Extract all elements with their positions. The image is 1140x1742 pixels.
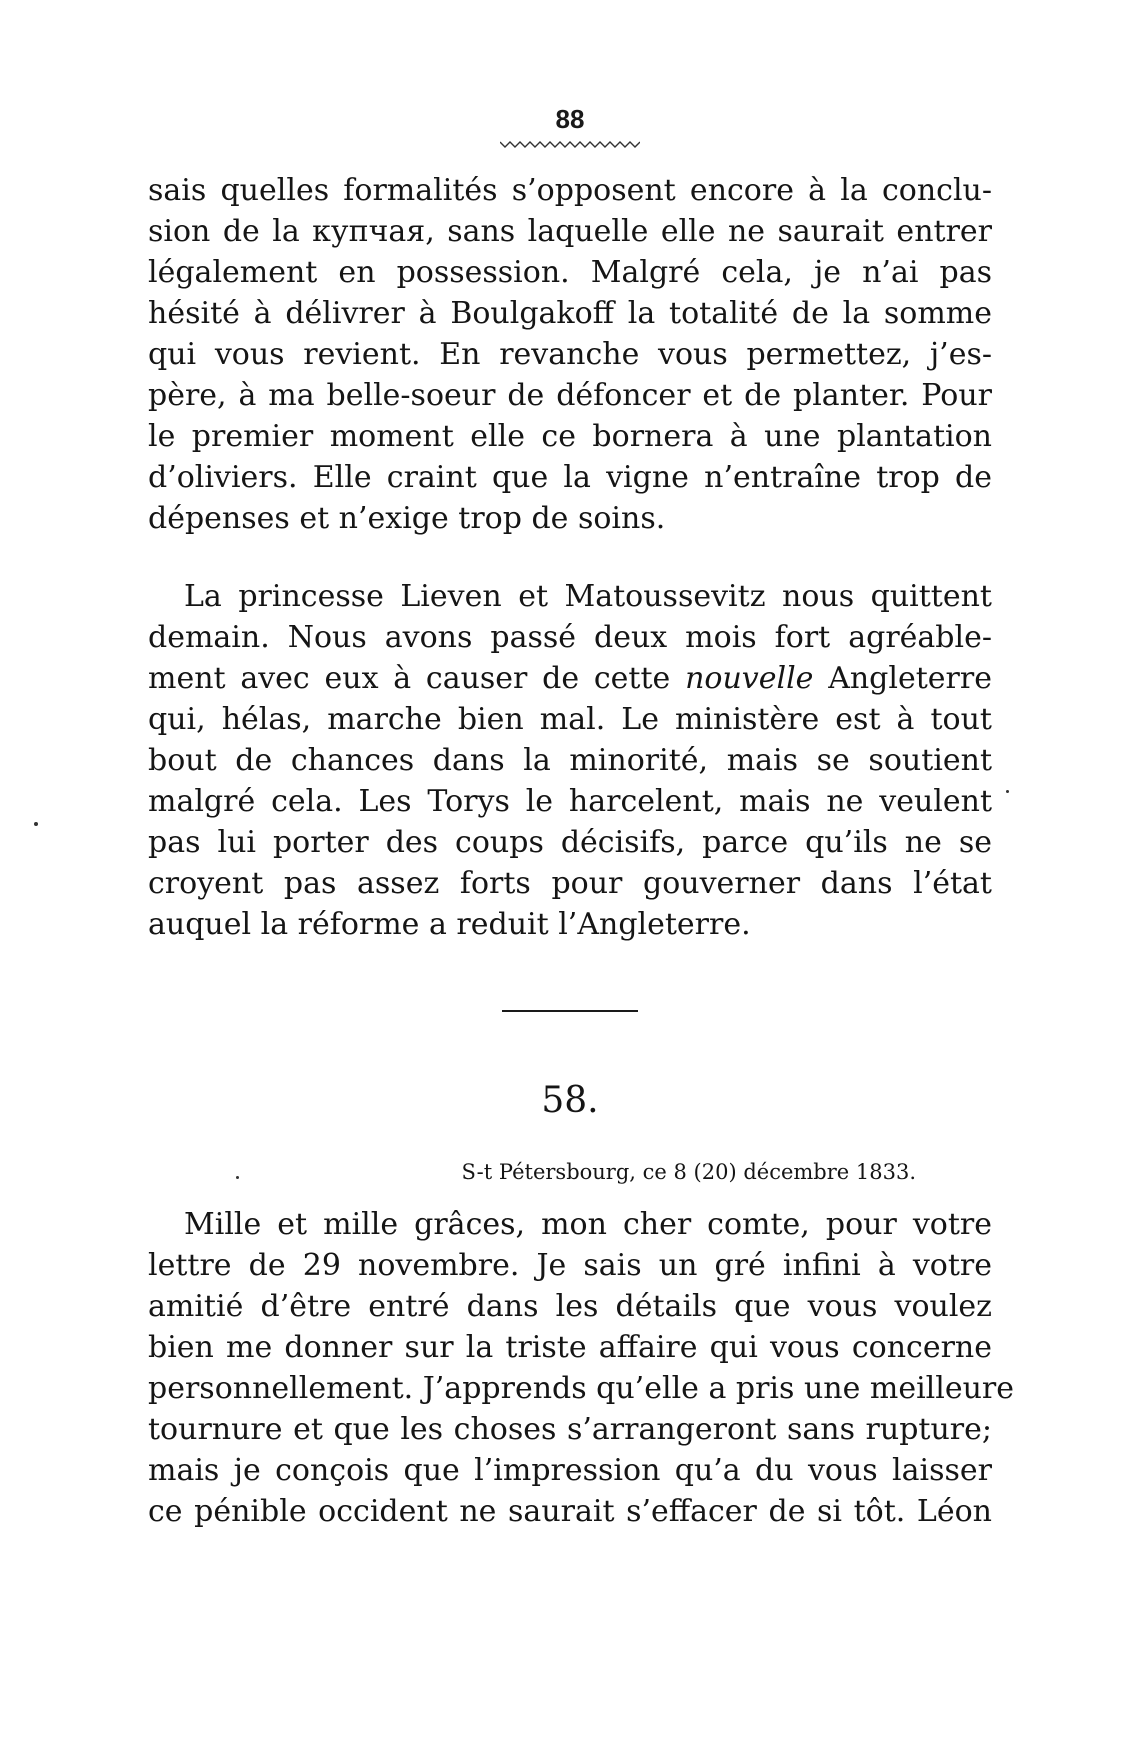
- text-line: qui vous revient. En revanche vous permettez, j’es-: [148, 337, 992, 372]
- text-line: demain. Nous avons passé deux mois fort agréable-: [148, 620, 992, 655]
- letter-number-heading: 58.: [541, 1080, 599, 1121]
- text-segment: ment avec eux à causer de cette: [148, 661, 671, 696]
- text-line: légalement en possession. Malgré cela, je n’ai pas: [148, 255, 992, 290]
- text-line: qui, hélas, marche bien mal. Le ministère est à tout: [148, 702, 992, 737]
- text-line: sais quelles formalités s’opposent encore à la conclu-: [148, 173, 992, 208]
- text-line: ce pénible occident ne saurait s’effacer de si tôt. Léon: [148, 1494, 992, 1529]
- text-line: bout de chances dans la minorité, mais se soutient: [148, 743, 992, 778]
- paragraph-continuation: [148, 170, 992, 539]
- scan-speck: [34, 822, 38, 826]
- text-line: personnellement. J’apprends qu’elle a pris une meilleure: [148, 1371, 1015, 1406]
- text-line: d’oliviers. Elle craint que la vigne n’entraîne trop de: [148, 460, 992, 495]
- text-line-with-italic: [148, 658, 992, 699]
- text-line: bien me donner sur la triste affaire qui vous concerne: [148, 1330, 992, 1365]
- text-line: tournure et que les choses s’arrangeront sans rupture;: [148, 1412, 992, 1447]
- text-line: sion de la купчая, sans laquelle elle ne saurait entrer: [148, 214, 992, 249]
- italic-word: nouvelle: [685, 661, 814, 696]
- text-line: père, à ma belle-soeur de défoncer et de planter. Pour: [148, 378, 992, 413]
- text-line: amitié d’être entré dans les détails que vous voulez: [148, 1289, 992, 1324]
- scan-speck: [236, 1176, 239, 1179]
- text-line: mais je conçois que l’impression qu’a du vous laisser: [148, 1453, 992, 1488]
- text-line: le premier moment elle ce bornera à une plantation: [148, 419, 992, 454]
- text-line: pas lui porter des coups décisifs, parce qu’ils ne se: [148, 825, 992, 860]
- text-line: La princesse Lieven et Matoussevitz nous quittent: [184, 579, 992, 614]
- paragraph-lieven: [148, 576, 992, 945]
- page-number: 88: [555, 104, 585, 134]
- text-line: lettre de 29 novembre. Je sais un gré infini à votre: [148, 1248, 992, 1283]
- text-line: hésité à délivrer à Boulgakoff la totalité de la somme: [148, 296, 992, 331]
- text-line: dépenses et n’exige trop de soins.: [148, 501, 666, 536]
- text-line: Mille et mille grâces, mon cher comte, pour votre: [184, 1207, 992, 1242]
- text-segment: Angleterre: [828, 661, 992, 696]
- scan-speck: [1006, 790, 1009, 793]
- text-line: auquel la réforme a reduit l’Angleterre.: [148, 907, 751, 942]
- paragraph-letter-body: [148, 1204, 1015, 1532]
- text-line: malgré cela. Les Torys le harcelent, mais ne veulent: [148, 784, 992, 819]
- letter-dateline: S-t Pétersbourg, ce 8 (20) décembre 1833.: [461, 1160, 916, 1184]
- section-separator-rule: [502, 1010, 638, 1012]
- text-line: croyent pas assez forts pour gouverner dans l’état: [148, 866, 992, 901]
- wavy-ornament-rule: [500, 138, 640, 150]
